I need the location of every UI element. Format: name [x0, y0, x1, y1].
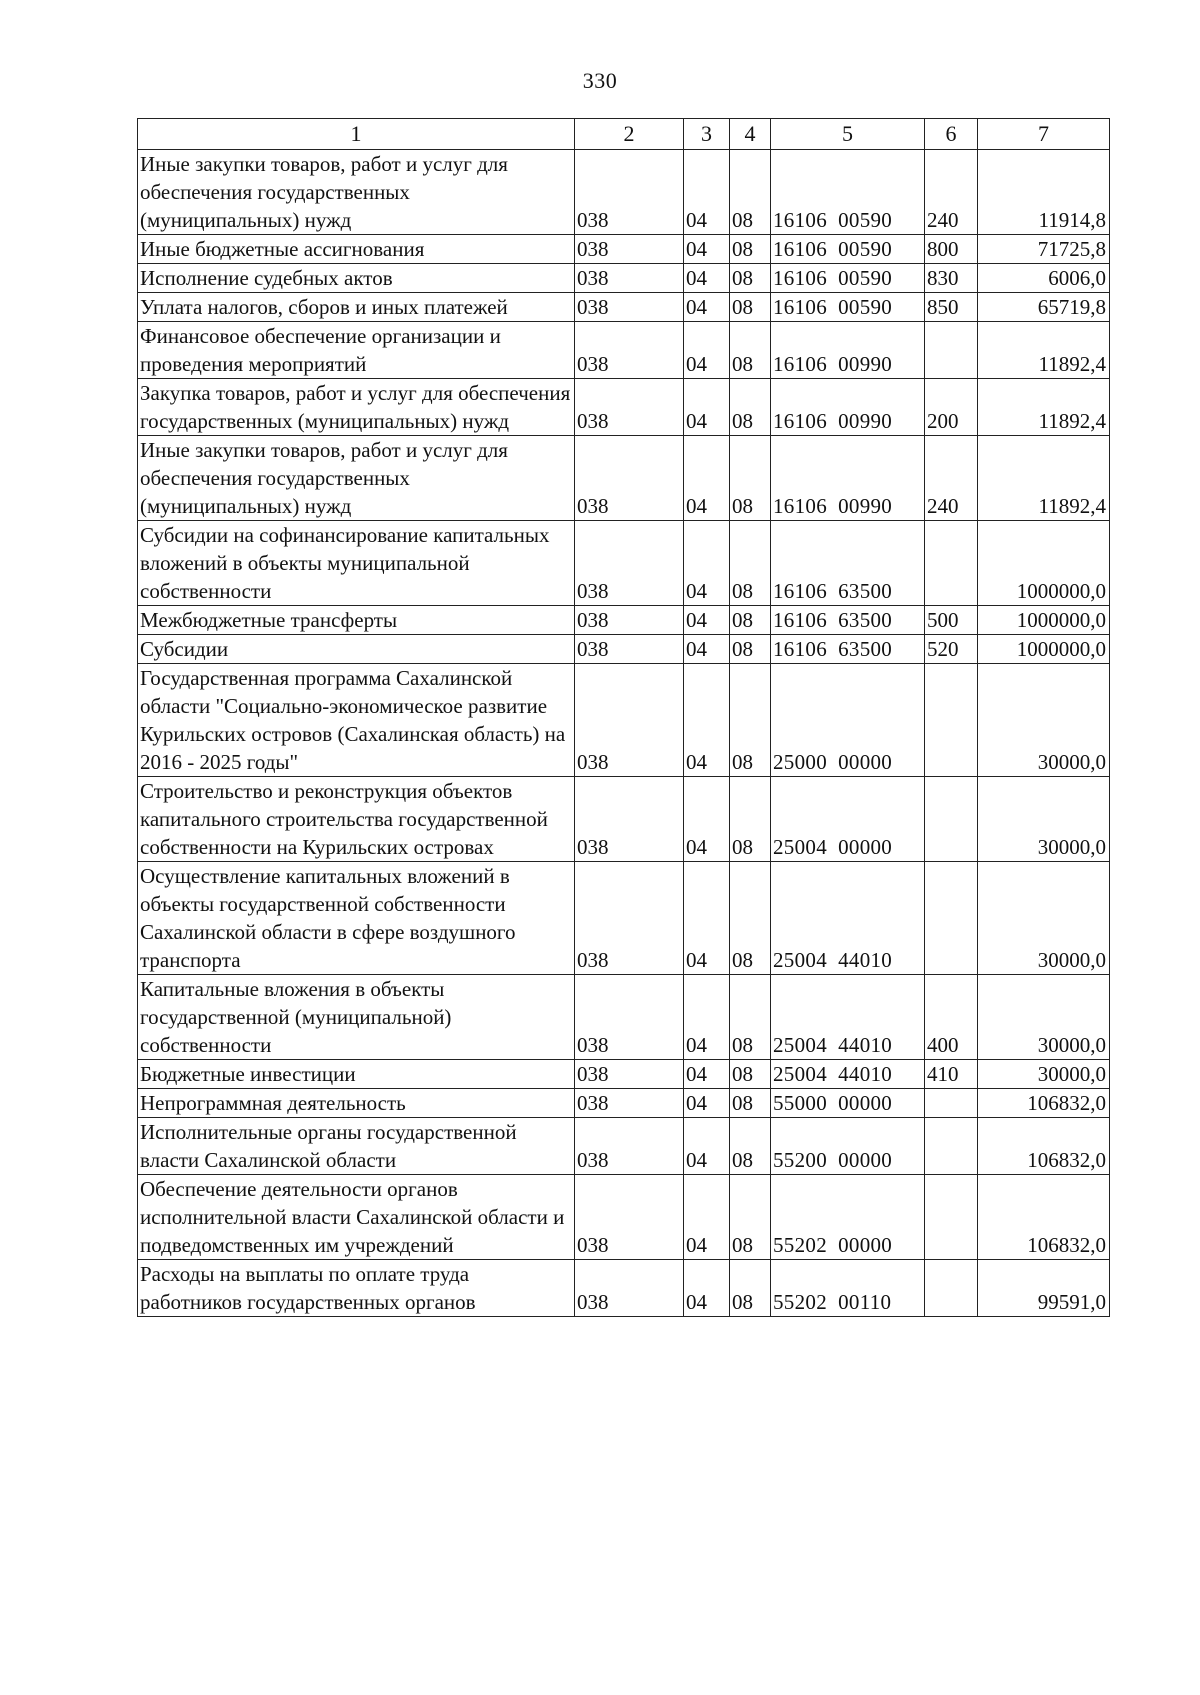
subsection-code-cell: 08	[730, 235, 771, 264]
expense-name-cell: Исполнение судебных актов	[138, 264, 575, 293]
table-header-row	[138, 119, 1110, 150]
ministry-code-cell: 038	[575, 1118, 684, 1175]
expense-type-cell	[925, 664, 978, 777]
ministry-code-cell: 038	[575, 606, 684, 635]
column-header: 3	[684, 119, 730, 150]
column-header: 2	[575, 119, 684, 150]
expense-type-cell	[925, 1260, 978, 1317]
section-code-cell: 04	[684, 235, 730, 264]
expense-name-cell: Иные бюджетные ассигнования	[138, 235, 575, 264]
subsection-code-cell: 08	[730, 293, 771, 322]
expense-type-cell: 520	[925, 635, 978, 664]
expense-type-cell: 410	[925, 1060, 978, 1089]
target-article-cell: 55000 00000	[771, 1089, 925, 1118]
expense-type-cell	[925, 1118, 978, 1175]
expense-name-cell: Исполнительные органы государственной власти Сахалинской области	[138, 1118, 575, 1175]
amount-cell: 30000,0	[978, 862, 1110, 975]
section-code-cell: 04	[684, 777, 730, 862]
ministry-code-cell: 038	[575, 521, 684, 606]
ministry-code-cell: 038	[575, 264, 684, 293]
subsection-code-cell: 08	[730, 664, 771, 777]
ministry-code-cell: 038	[575, 436, 684, 521]
ministry-code-cell: 038	[575, 635, 684, 664]
amount-cell: 30000,0	[978, 1060, 1110, 1089]
amount-cell: 1000000,0	[978, 521, 1110, 606]
table-row	[138, 862, 1110, 975]
column-header: 6	[925, 119, 978, 150]
subsection-code-cell: 08	[730, 606, 771, 635]
target-article-cell: 16106 00990	[771, 322, 925, 379]
ministry-code-cell: 038	[575, 379, 684, 436]
expense-name-cell: Капитальные вложения в объекты государственной (муниципальной) собственности	[138, 975, 575, 1060]
amount-cell: 106832,0	[978, 1118, 1110, 1175]
expense-name-cell: Иные закупки товаров, работ и услуг для обеспечения государственных (муниципальных) нужд	[138, 436, 575, 521]
amount-cell: 1000000,0	[978, 635, 1110, 664]
expense-type-cell	[925, 322, 978, 379]
expense-type-cell	[925, 862, 978, 975]
target-article-cell: 16106 63500	[771, 606, 925, 635]
expense-name-cell: Субсидии	[138, 635, 575, 664]
expense-name-cell: Бюджетные инвестиции	[138, 1060, 575, 1089]
expense-name-cell: Непрограммная деятельность	[138, 1089, 575, 1118]
target-article-cell: 16106 63500	[771, 521, 925, 606]
amount-cell: 11914,8	[978, 150, 1110, 235]
target-article-cell: 55202 00110	[771, 1260, 925, 1317]
expense-type-cell: 400	[925, 975, 978, 1060]
expense-name-cell: Осуществление капитальных вложений в объекты государственной собственности Сахалинской области в сфере воздушного транспорта	[138, 862, 575, 975]
expense-type-cell	[925, 777, 978, 862]
expense-name-cell: Иные закупки товаров, работ и услуг для обеспечения государственных (муниципальных) нужд	[138, 150, 575, 235]
target-article-cell: 55202 00000	[771, 1175, 925, 1260]
subsection-code-cell: 08	[730, 1260, 771, 1317]
section-code-cell: 04	[684, 293, 730, 322]
expense-name-cell: Обеспечение деятельности органов исполнительной власти Сахалинской области и подведомственных им учреждений	[138, 1175, 575, 1260]
expense-name-cell: Расходы на выплаты по оплате труда работников государственных органов	[138, 1260, 575, 1317]
target-article-cell: 25004 44010	[771, 862, 925, 975]
table-row	[138, 235, 1110, 264]
table-row	[138, 150, 1110, 235]
ministry-code-cell: 038	[575, 664, 684, 777]
target-article-cell: 16106 00990	[771, 436, 925, 521]
section-code-cell: 04	[684, 1175, 730, 1260]
target-article-cell: 25000 00000	[771, 664, 925, 777]
expense-name-cell: Строительство и реконструкция объектов капитального строительства государственной собственности на Курильских островах	[138, 777, 575, 862]
column-header: 1	[138, 119, 575, 150]
subsection-code-cell: 08	[730, 1175, 771, 1260]
amount-cell: 71725,8	[978, 235, 1110, 264]
expense-name-cell: Финансовое обеспечение организации и проведения мероприятий	[138, 322, 575, 379]
ministry-code-cell: 038	[575, 322, 684, 379]
expense-type-cell: 830	[925, 264, 978, 293]
ministry-code-cell: 038	[575, 975, 684, 1060]
expense-name-cell: Уплата налогов, сборов и иных платежей	[138, 293, 575, 322]
ministry-code-cell: 038	[575, 1089, 684, 1118]
subsection-code-cell: 08	[730, 1118, 771, 1175]
subsection-code-cell: 08	[730, 264, 771, 293]
subsection-code-cell: 08	[730, 975, 771, 1060]
section-code-cell: 04	[684, 1060, 730, 1089]
target-article-cell: 16106 00590	[771, 264, 925, 293]
ministry-code-cell: 038	[575, 1260, 684, 1317]
subsection-code-cell: 08	[730, 635, 771, 664]
amount-cell: 30000,0	[978, 664, 1110, 777]
table-row	[138, 1175, 1110, 1260]
ministry-code-cell: 038	[575, 293, 684, 322]
table-row	[138, 635, 1110, 664]
table-row	[138, 606, 1110, 635]
expense-type-cell	[925, 1089, 978, 1118]
table-row	[138, 1060, 1110, 1089]
section-code-cell: 04	[684, 1118, 730, 1175]
table-row	[138, 322, 1110, 379]
table-row	[138, 379, 1110, 436]
table-body	[138, 150, 1110, 1317]
ministry-code-cell: 038	[575, 150, 684, 235]
section-code-cell: 04	[684, 436, 730, 521]
amount-cell: 106832,0	[978, 1089, 1110, 1118]
column-header: 7	[978, 119, 1110, 150]
ministry-code-cell: 038	[575, 235, 684, 264]
subsection-code-cell: 08	[730, 777, 771, 862]
table-row	[138, 1118, 1110, 1175]
section-code-cell: 04	[684, 606, 730, 635]
subsection-code-cell: 08	[730, 379, 771, 436]
expense-type-cell: 500	[925, 606, 978, 635]
table-row	[138, 975, 1110, 1060]
section-code-cell: 04	[684, 635, 730, 664]
target-article-cell: 16106 00590	[771, 150, 925, 235]
subsection-code-cell: 08	[730, 150, 771, 235]
expense-name-cell: Субсидии на софинансирование капитальных вложений в объекты муниципальной собственности	[138, 521, 575, 606]
amount-cell: 11892,4	[978, 379, 1110, 436]
target-article-cell: 16106 00990	[771, 379, 925, 436]
table-row	[138, 1260, 1110, 1317]
table-row	[138, 436, 1110, 521]
section-code-cell: 04	[684, 264, 730, 293]
expense-type-cell: 240	[925, 436, 978, 521]
expense-type-cell: 850	[925, 293, 978, 322]
target-article-cell: 16106 63500	[771, 635, 925, 664]
target-article-cell: 16106 00590	[771, 235, 925, 264]
target-article-cell: 55200 00000	[771, 1118, 925, 1175]
amount-cell: 6006,0	[978, 264, 1110, 293]
subsection-code-cell: 08	[730, 862, 771, 975]
subsection-code-cell: 08	[730, 1089, 771, 1118]
expense-name-cell: Закупка товаров, работ и услуг для обеспечения государственных (муниципальных) нужд	[138, 379, 575, 436]
expense-name-cell: Межбюджетные трансферты	[138, 606, 575, 635]
expense-type-cell: 200	[925, 379, 978, 436]
amount-cell: 30000,0	[978, 975, 1110, 1060]
target-article-cell: 25004 00000	[771, 777, 925, 862]
expense-type-cell	[925, 1175, 978, 1260]
subsection-code-cell: 08	[730, 1060, 771, 1089]
amount-cell: 1000000,0	[978, 606, 1110, 635]
amount-cell: 30000,0	[978, 777, 1110, 862]
section-code-cell: 04	[684, 521, 730, 606]
section-code-cell: 04	[684, 862, 730, 975]
expense-type-cell: 240	[925, 150, 978, 235]
amount-cell: 65719,8	[978, 293, 1110, 322]
subsection-code-cell: 08	[730, 521, 771, 606]
subsection-code-cell: 08	[730, 322, 771, 379]
section-code-cell: 04	[684, 975, 730, 1060]
table-row	[138, 1089, 1110, 1118]
target-article-cell: 25004 44010	[771, 975, 925, 1060]
expense-type-cell: 800	[925, 235, 978, 264]
ministry-code-cell: 038	[575, 1175, 684, 1260]
section-code-cell: 04	[684, 1089, 730, 1118]
table-row	[138, 264, 1110, 293]
page-number: 330	[582, 68, 618, 93]
target-article-cell: 25004 44010	[771, 1060, 925, 1089]
amount-cell: 106832,0	[978, 1175, 1110, 1260]
section-code-cell: 04	[684, 664, 730, 777]
table-row	[138, 664, 1110, 777]
expense-type-cell	[925, 521, 978, 606]
amount-cell: 11892,4	[978, 322, 1110, 379]
amount-cell: 11892,4	[978, 436, 1110, 521]
section-code-cell: 04	[684, 322, 730, 379]
column-header: 5	[771, 119, 925, 150]
section-code-cell: 04	[684, 1260, 730, 1317]
expense-name-cell: Государственная программа Сахалинской области "Социально-экономическое развитие Курильских островов (Сахалинская область) на 2016 - 2025 годы"	[138, 664, 575, 777]
amount-cell: 99591,0	[978, 1260, 1110, 1317]
ministry-code-cell: 038	[575, 777, 684, 862]
target-article-cell: 16106 00590	[771, 293, 925, 322]
subsection-code-cell: 08	[730, 436, 771, 521]
table-row	[138, 777, 1110, 862]
table-row	[138, 293, 1110, 322]
budget-table	[137, 118, 1110, 1317]
section-code-cell: 04	[684, 379, 730, 436]
ministry-code-cell: 038	[575, 1060, 684, 1089]
section-code-cell: 04	[684, 150, 730, 235]
table-row	[138, 521, 1110, 606]
ministry-code-cell: 038	[575, 862, 684, 975]
column-header: 4	[730, 119, 771, 150]
